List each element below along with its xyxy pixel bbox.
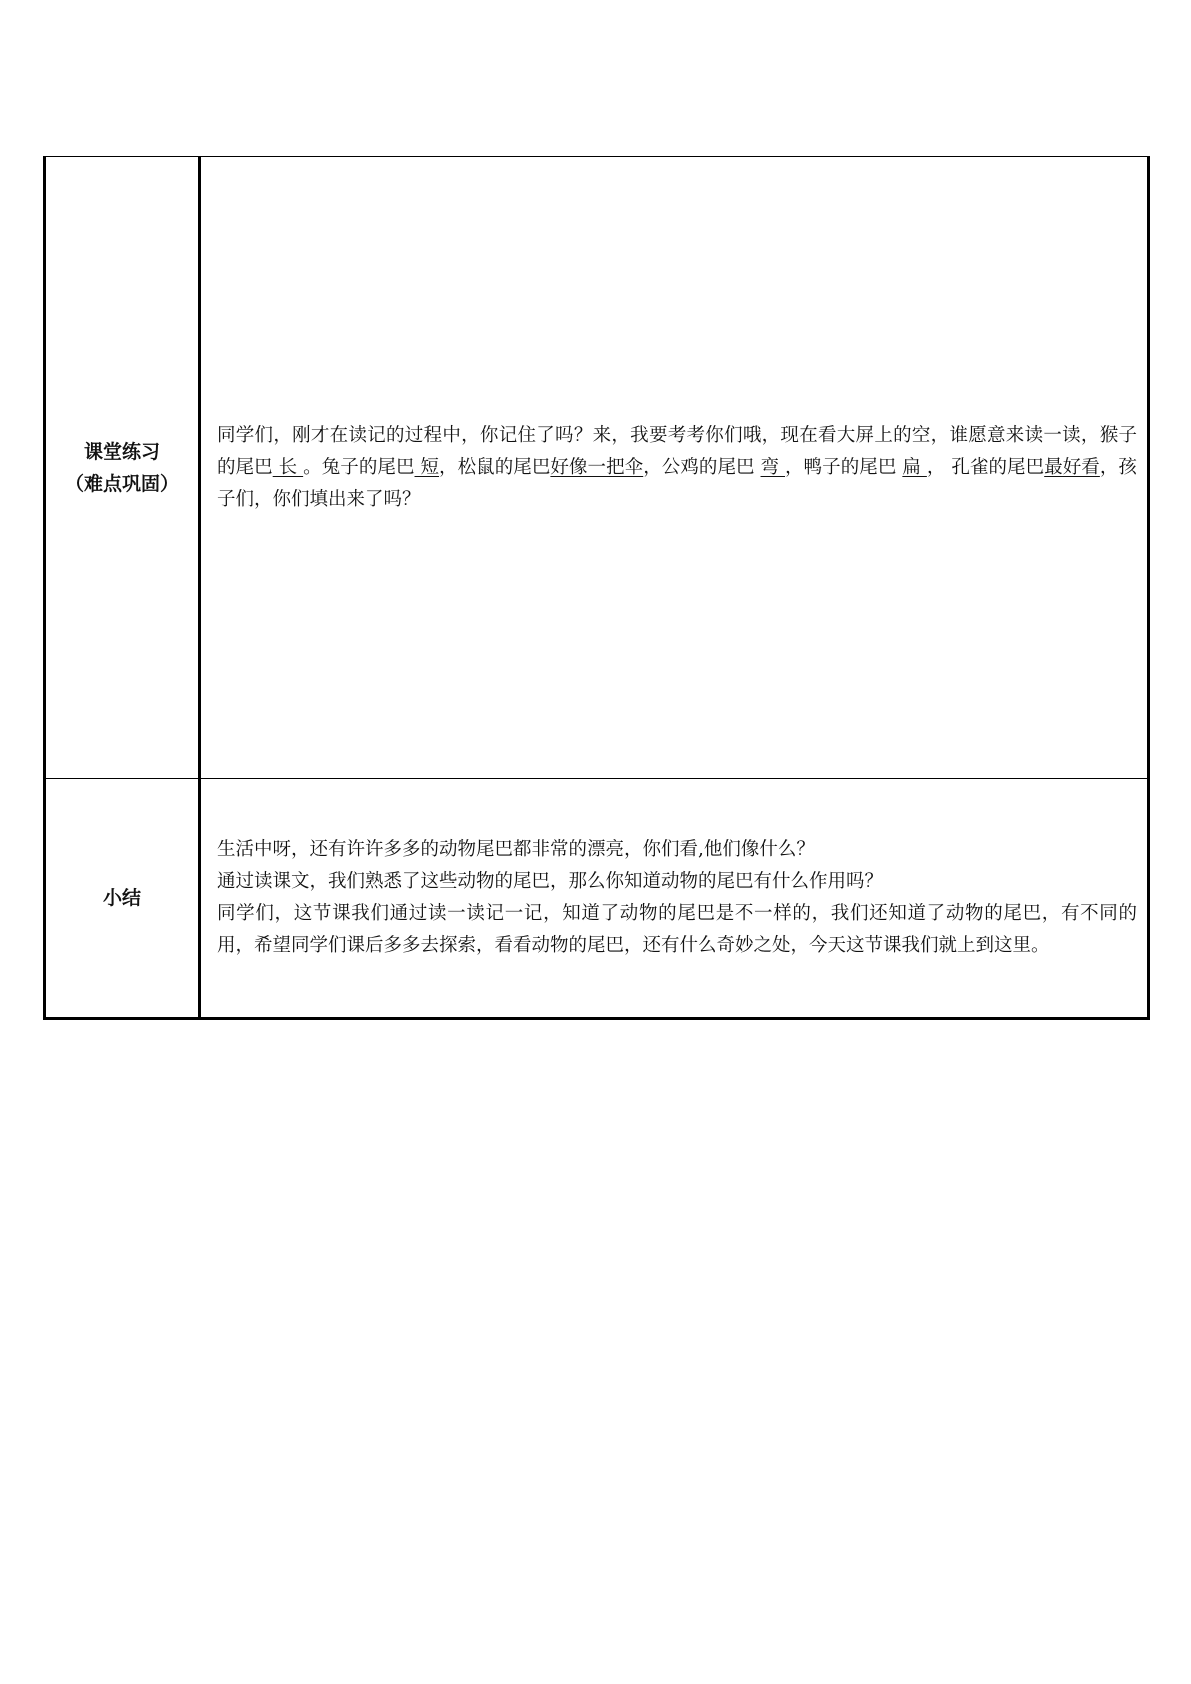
practice-text-5: ，鸭子的尾巴 <box>785 456 903 478</box>
lesson-plan-table <box>43 156 1150 1020</box>
summary-label: 小结 <box>102 887 141 909</box>
practice-text-2: 。兔子的尾巴 <box>303 456 415 478</box>
practice-text-6: ， 孔雀的尾巴 <box>926 456 1045 478</box>
summary-row <box>45 779 1149 1019</box>
summary-label-cell <box>45 779 200 1019</box>
practice-content-cell <box>200 157 1149 779</box>
blank-rabbit: 短 <box>414 456 440 478</box>
practice-label-cell <box>45 157 200 779</box>
blank-squirrel: 好像一把伞 <box>550 456 644 478</box>
practice-label-subtitle: （难点巩固） <box>64 472 179 495</box>
summary-content-cell <box>200 779 1149 1019</box>
summary-line-3: 同学们，这节课我们通过读一读记一记，知道了动物的尾巴是不一样的，我们还知道了动物的尾巴，有不同的用，希望同学们课后多多去探索，看看动物的尾巴，还有什么奇妙之处，今天这节课我们就上到这里。 <box>217 903 1137 956</box>
blank-duck: 扁 <box>902 456 927 478</box>
blank-peacock: 最好看 <box>1044 456 1100 478</box>
blank-rooster: 弯 <box>760 456 786 478</box>
summary-line-2: 通过读课文，我们熟悉了这些动物的尾巴，那么你知道动物的尾巴有什么作用吗？ <box>217 871 884 892</box>
practice-text-4: ，公鸡的尾巴 <box>643 456 761 478</box>
practice-row <box>45 157 1149 779</box>
practice-paragraph <box>217 420 1137 516</box>
practice-text-7: ，孩子们，你们填出来了吗？ <box>217 456 1137 510</box>
practice-text-1: 同学们，刚才在读记的过程中，你记住了吗？来，我要考考你们哦，现在看大屏上的空，谁愿意来读一读，猴子的尾巴 <box>217 424 1137 478</box>
blank-monkey: 长 <box>272 456 304 478</box>
practice-text-3: ，松鼠的尾巴 <box>439 456 551 478</box>
summary-line-1: 生活中呀，还有许许多多的动物尾巴都非常的漂亮，你们看,他们像什么？ <box>217 839 815 860</box>
practice-label-title: 课堂练习 <box>83 440 160 463</box>
